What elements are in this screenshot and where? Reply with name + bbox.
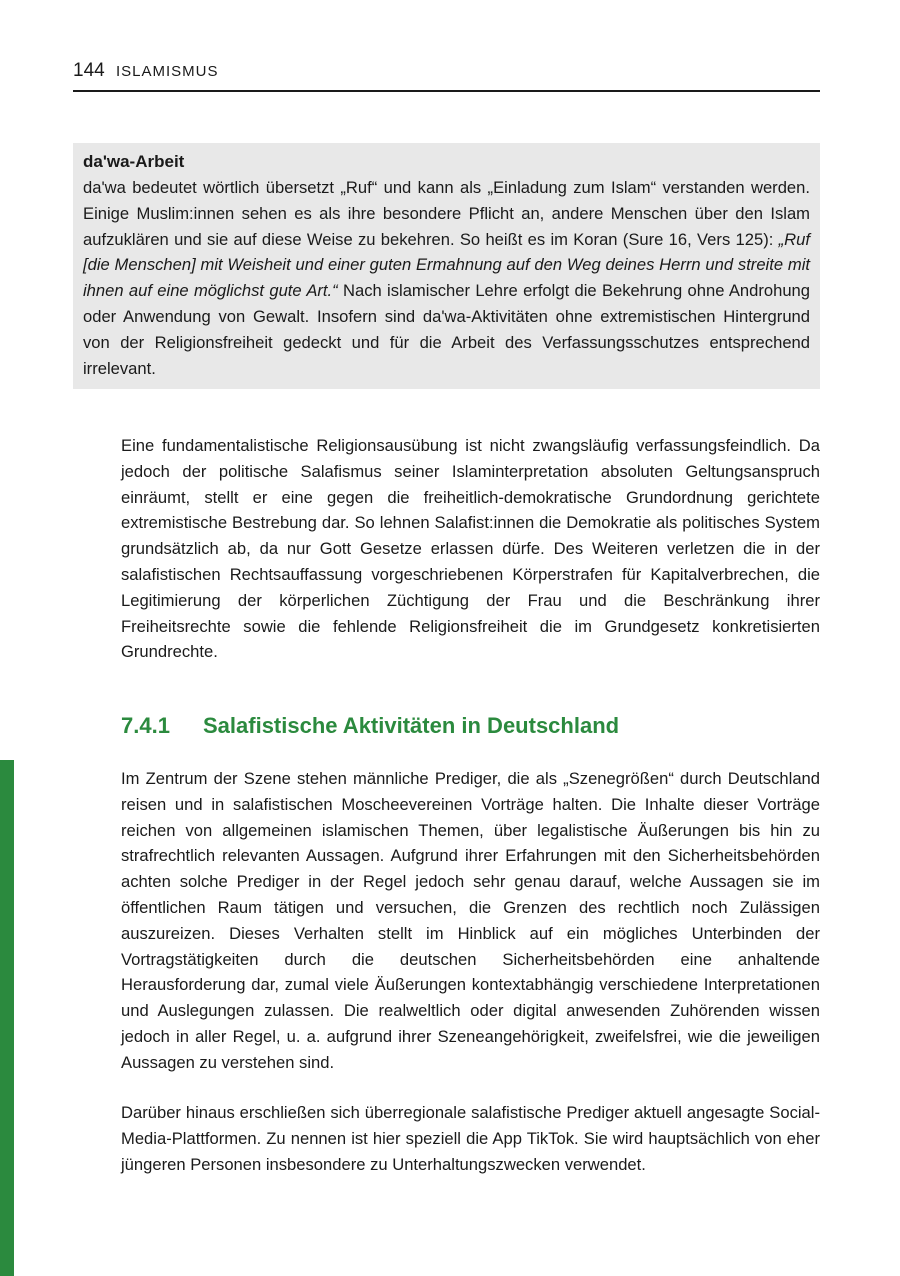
koran-quote: „Ruf [die Menschen] mit Weisheit und einer guten Ermahnung auf den Weg deines Herrn und streite mit ihnen auf eine möglichst gute Art.“ (83, 229, 810, 301)
definition-text-conclusion: Nach islamischer Lehre erfolgt die Bekehrung ohne Androhung oder Anwendung von Gewalt. Insofern sind da'wa-Aktivitäten ohne extremistischen Hintergrund von der Religionsfreiheit gedeckt und für die Arbeit des Verfassungsschutzes entsprechend irrelevant. (83, 281, 811, 378)
definition-box (73, 143, 820, 389)
definition-box-title: da'wa-Arbeit (83, 152, 185, 171)
page-number: 144 (73, 60, 105, 81)
paragraph-fundamentalism: Eine fundamentalistische Religionsausübung ist nicht zwangsläufig verfassungsfeindlich. Da jedoch der politische Salafismus seiner Islaminterpretation absoluten Geltungsanspruch einräumt, stellt er eine gegen die freiheitlich-demokratische Grundordnung gerichtete extremistische Bestrebung dar. So lehnen Salafist:innen die Demokratie als politisches System grundsätzlich ab, da nur Gott Gesetze erlassen dürfe. Des Weiteren verletzen die in der salafistischen Rechtsauffassung vorgeschriebenen Körperstrafen für Kapitalverbrechen, die Legitimierung der körperlichen Züchtigung der Frau und die Beschränkung ihrer Freiheitsrechte sowie die fehlende Religionsfreiheit die im Grundgesetz konkretisierten Grundrechte. (121, 436, 820, 662)
section-number: 7.4.1 (121, 713, 170, 738)
paragraph-social-media: Darüber hinaus erschließen sich überregionale salafistische Prediger aktuell angesagte Social-Media-Plattformen. Zu nennen ist hier speziell die App TikTok. Sie wird hauptsächlich von eher jüngeren Personen insbesondere zu Unterhaltungszwecken verwendet. (121, 1103, 820, 1174)
paragraph-preachers: Im Zentrum der Szene stehen männliche Prediger, die als „Szenegrößen“ durch Deutschland reisen und in salafistischen Moscheevereinen Vorträge halten. Die Inhalte dieser Vorträge reichen von allgemeinen islamischen Themen, über legalistische Äußerungen bis hin zu strafrechtlich relevanten Aussagen. Aufgrund ihrer Erfahrungen mit den Sicherheitsbehörden achten solche Prediger in der Regel jedoch sehr genau darauf, welche Aussagen sie im öffentlichen Raum tätigen und versuchen, die Grenzen des rechtlich noch Zulässigen auszureizen. Dieses Verhalten stellt im Hinblick auf ein mögliches Unterbinden der Vortragstätigkeiten durch die deutschen Sicherheitsbehörden eine anhaltende Herausforderung dar, zumal viele Äußerungen kontextabhängig verschiedene Interpretationen und Auslegungen zulassen. Die realweltlich oder digital anwesenden Zuhörenden wissen jedoch in aller Regel, u. a. aufgrund ihrer Szeneangehörigkeit, zweifelsfrei, wie die jeweiligen Aussagen zu verstehen sind. (121, 769, 820, 1072)
section-heading (121, 711, 820, 741)
definition-text-intro: da'wa bedeutet wörtlich übersetzt „Ruf“ und kann als „Einladung zum Islam“ verstanden werden. Einige Muslim:innen sehen es als ihre besondere Pflicht an, andere Menschen über den Islam aufzuklären und sie auf diese Weise zu bekehren. So heißt es im Koran (Sure 16, Vers 125): (83, 178, 810, 249)
definition-box-text (83, 175, 810, 381)
chapter-marker-bar (0, 760, 14, 1276)
section-title: Salafistische Aktivitäten in Deutschland (203, 713, 620, 738)
running-header (73, 58, 820, 92)
running-title: ISLAMISMUS (115, 63, 219, 80)
